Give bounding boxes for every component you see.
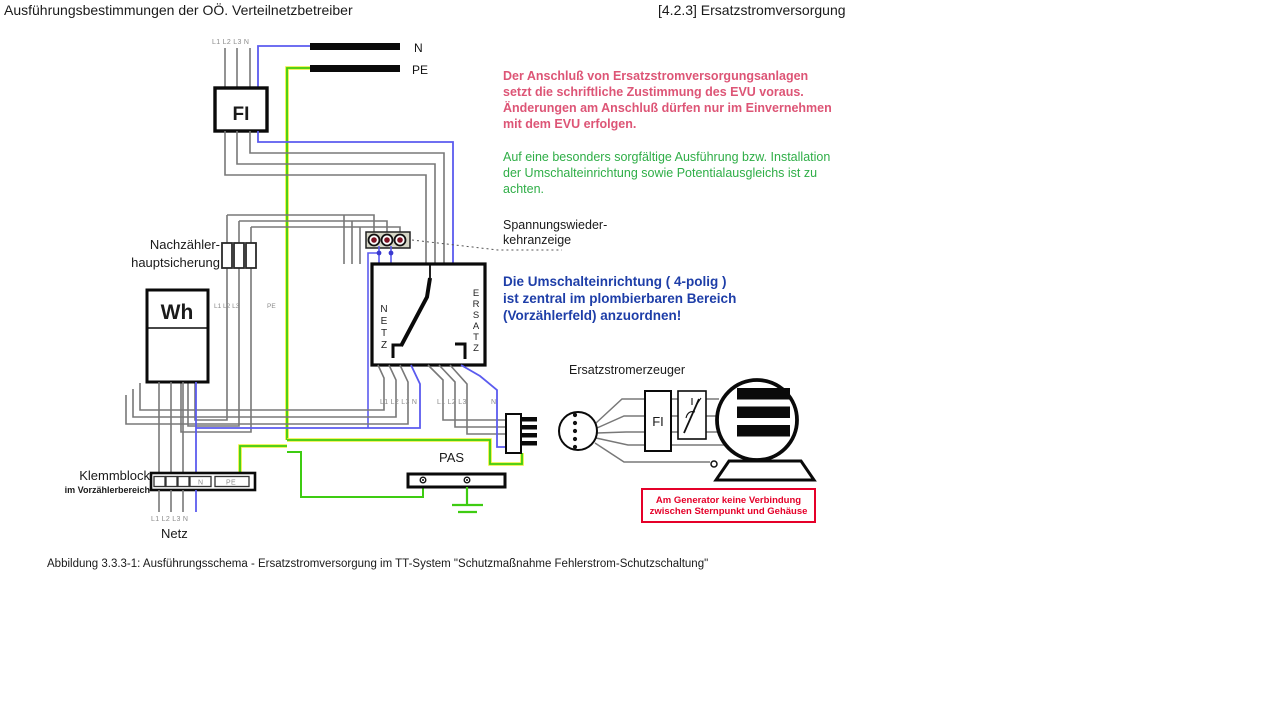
note-blue-line: ist zentral im plombierbaren Bereich (503, 291, 737, 306)
fuse-title-line: Nachzähler- (149, 237, 220, 252)
voltage-indicator-label (503, 218, 607, 248)
pas-label: PAS (439, 450, 465, 465)
generator-base (716, 461, 814, 480)
lamp-junction-dot (377, 251, 382, 256)
warning-line: zwischen Sternpunkt und Gehäuse (649, 506, 808, 517)
fuse-title-line: hauptsicherung (131, 255, 220, 270)
note-red-line: Der Anschluß von Ersatzstromversorgungsanlagen (503, 69, 809, 83)
generator-fi-label: FI (652, 414, 664, 429)
meter-phase-labels: L1 L2 L3 (214, 303, 240, 310)
netz-phase-labels: L1 L2 L3 N (151, 516, 189, 523)
generator-warning-box (641, 488, 816, 523)
generator-plug-icon (559, 412, 597, 450)
note-red-line: mit dem EVU erfolgen. (503, 117, 637, 131)
warning-line: Am Generator keine Verbindung (655, 495, 802, 506)
voltage-indicator-line: kehranzeige (503, 233, 572, 247)
main-fuses (222, 243, 256, 268)
note-red-line: setzt die schriftliche Zustimmung des EVU voraus. (503, 85, 804, 99)
switch-ersatz-label: E R S A T Z (472, 288, 480, 354)
fuse-title (105, 236, 220, 272)
generator-title: Ersatzstromerzeuger (569, 363, 686, 377)
fi-box-label: FI (232, 104, 250, 125)
page-header-left: Ausführungsbestimmungen der OÖ. Verteilnetzbetreiber (4, 2, 353, 18)
klemmblock-title: Klemmblock (79, 468, 150, 483)
klemm-n-cell-label: N (198, 479, 204, 487)
klemm-pe-cell-label: PE (226, 479, 236, 487)
note-red-line: Änderungen am Anschluß dürfen nur im Einvernehmen (503, 101, 832, 115)
generator-winding-bars (737, 388, 790, 437)
fi-top-wires (225, 48, 250, 88)
top-phase-labels: L1 L2 L3 N (212, 39, 250, 46)
out-right-n-label: N (491, 399, 497, 406)
note-green-line: achten. (503, 182, 545, 196)
klemmblock-subtitle: im Vorzählerbereich (64, 485, 150, 495)
note-green-line: Auf eine besonders sorgfältige Ausführung bzw. Installation (503, 150, 831, 164)
netz-supply-wires (159, 490, 183, 512)
busbar-pe (310, 65, 400, 72)
note-red (503, 68, 832, 132)
phase-wires-fi-switch (225, 131, 444, 264)
switch-out-left-n-wire (196, 365, 420, 473)
indicator-lamps-icon (369, 235, 406, 246)
note-blue (503, 273, 736, 324)
lamp-junction-dot (389, 251, 394, 256)
note-blue-line: Die Umschalteinrichtung ( 4-polig ) (503, 274, 727, 289)
meter-label: Wh (160, 301, 194, 324)
busbar-n (310, 43, 400, 50)
netz-label: Netz (161, 526, 188, 541)
busbar-pe-label: PE (412, 63, 429, 77)
earth-symbol-icon (452, 487, 483, 512)
generator-plug-socket (506, 414, 521, 453)
out-right-phase-labels: L1 L2 L3 (437, 399, 467, 406)
plug-prongs-icon (521, 417, 537, 446)
figure-caption: Abbildung 3.3.3-1: Ausführungsschema - Ersatzstromversorgung im TT-System "Schutzmaßnahme Fehlerstrom-Schutzschaltung" (47, 558, 709, 570)
note-green (503, 149, 830, 197)
out-left-phase-labels: L1 L2 L3 N (380, 399, 418, 406)
voltage-indicator-line: Spannungswieder- (503, 218, 608, 232)
meter-pe-label: PE (267, 303, 276, 310)
busbar-n-label: N (414, 41, 423, 55)
meter-to-klemm-wires (159, 382, 183, 473)
note-blue-line: (Vorzählerfeld) anzuordnen! (503, 308, 682, 323)
switch-netz-label: N E T Z (380, 304, 388, 351)
page-header-right: [4.2.3] Ersatzstromversorgung (658, 2, 846, 18)
note-green-line: der Umschalteinrichtung sowie Potentialausgleichs ist zu (503, 166, 818, 180)
generator-earth-terminal (711, 461, 717, 467)
